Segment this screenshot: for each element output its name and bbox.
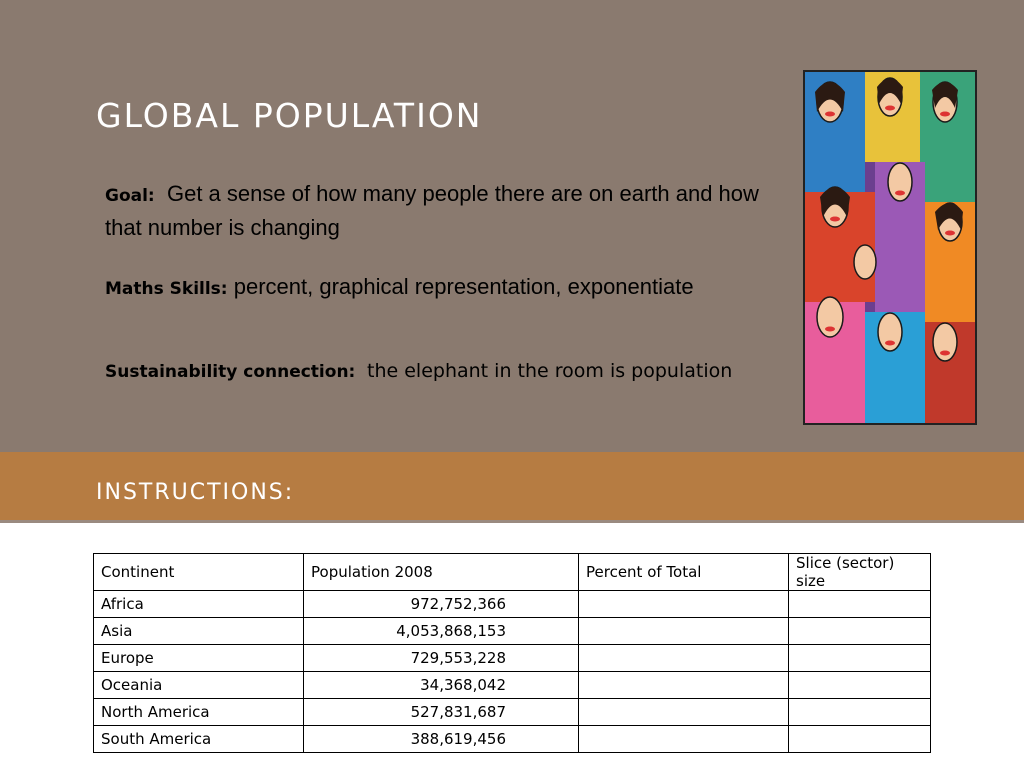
slice-cell[interactable] (789, 618, 931, 645)
slice-cell[interactable] (789, 591, 931, 618)
continent-cell: Africa (94, 591, 304, 618)
header-continent: Continent (94, 554, 304, 591)
skills-label: Maths Skills: (105, 279, 228, 299)
percent-cell[interactable] (579, 618, 789, 645)
population-cell: 34,368,042 (304, 672, 579, 699)
percent-cell[interactable] (579, 726, 789, 753)
band-divider (0, 520, 1024, 523)
percent-cell[interactable] (579, 672, 789, 699)
continent-cell: Asia (94, 618, 304, 645)
continent-cell: North America (94, 699, 304, 726)
slide-title: GLOBAL POPULATION (96, 96, 483, 135)
table-row (94, 672, 931, 699)
crowd-illustration-icon (803, 70, 977, 425)
goal-label: Goal: (105, 186, 155, 206)
slice-cell[interactable] (789, 699, 931, 726)
crowd-illustration-svg (805, 72, 975, 423)
skills-paragraph (105, 274, 694, 300)
slice-cell[interactable] (789, 645, 931, 672)
slice-cell[interactable] (789, 726, 931, 753)
table-row (94, 645, 931, 672)
sustainability-label: Sustainability connection: (105, 362, 356, 382)
table-row (94, 618, 931, 645)
slice-cell[interactable] (789, 672, 931, 699)
sustainability-text: the elephant in the room is population (367, 360, 733, 382)
population-cell: 388,619,456 (304, 726, 579, 753)
table-row (94, 726, 931, 753)
header-population: Population 2008 (304, 554, 579, 591)
table-row (94, 699, 931, 726)
continent-cell: Europe (94, 645, 304, 672)
population-cell: 729,553,228 (304, 645, 579, 672)
table-row (94, 591, 931, 618)
skills-text: percent, graphical representation, exponentiate (233, 274, 694, 299)
population-table (93, 553, 931, 753)
goal-text: Get a sense of how many people there are on earth and how that number is changing (105, 181, 759, 240)
percent-cell[interactable] (579, 645, 789, 672)
population-cell: 527,831,687 (304, 699, 579, 726)
continent-cell: South America (94, 726, 304, 753)
percent-cell[interactable] (579, 591, 789, 618)
goal-paragraph (105, 178, 775, 243)
header-slice: Slice (sector) size (789, 554, 931, 591)
percent-cell[interactable] (579, 699, 789, 726)
population-cell: 4,053,868,153 (304, 618, 579, 645)
population-cell: 972,752,366 (304, 591, 579, 618)
continent-cell: Oceania (94, 672, 304, 699)
table-header-row (94, 554, 931, 591)
instructions-heading: INSTRUCTIONS: (96, 480, 295, 505)
sustainability-paragraph (105, 359, 732, 383)
header-percent: Percent of Total (579, 554, 789, 591)
